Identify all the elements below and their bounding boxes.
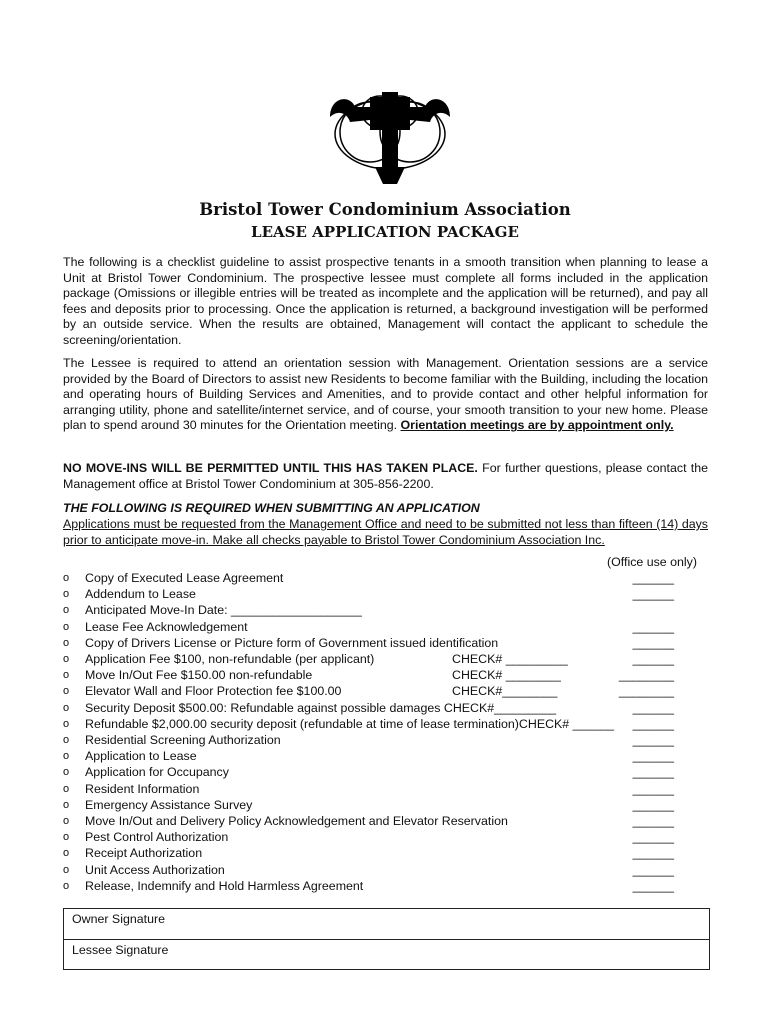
check-number-field[interactable]: CHECK#________ (452, 684, 558, 699)
checklist-item-label: Move In/Out and Delivery Policy Acknowledgement and Elevator Reservation (85, 814, 508, 828)
checklist-item-label: Unit Access Authorization (85, 862, 225, 877)
office-use-field[interactable]: ______ (632, 862, 674, 877)
bullet-icon: o (63, 863, 70, 876)
checklist-item (63, 570, 708, 586)
checklist-item-label: Emergency Assistance Survey (85, 797, 253, 812)
checklist-item (63, 781, 708, 797)
checklist-item-label: Application for Occupancy (85, 765, 229, 780)
bullet-icon: o (63, 620, 70, 633)
checklist-item-label: Pest Control Authorization (85, 830, 229, 845)
checklist-item (63, 716, 708, 732)
office-use-field[interactable]: ______ (632, 830, 674, 845)
checklist-item (63, 829, 708, 845)
bullet-icon: o (63, 636, 70, 649)
movein-warning: NO MOVE-INS WILL BE PERMITTED UNTIL THIS HAS TAKEN PLACE. (63, 461, 478, 475)
office-use-field[interactable]: ______ (632, 878, 674, 893)
office-use-field[interactable]: ______ (632, 587, 674, 602)
office-use-field[interactable]: ______ (632, 635, 674, 650)
office-use-field[interactable]: ______ (632, 749, 674, 764)
checklist-item-label: Elevator Wall and Floor Protection fee $100.00 (85, 684, 342, 699)
checklist-item-label: Application Fee $100, non-refundable (per applicant) (85, 652, 375, 666)
checklist-item (63, 813, 708, 829)
checklist-item (63, 602, 708, 618)
checklist-item (63, 878, 708, 894)
bullet-icon: o (63, 572, 70, 584)
office-use-field[interactable]: ______ (632, 797, 674, 812)
checklist-item-label: Anticipated Move-In Date: ___________________ (85, 603, 362, 618)
intro-paragraph: The following is a checklist guideline to assist prospective tenants in a smooth transition when planning to lease a Unit at Bristol Tower Condominium. The prospective lessee must complete all forms included in the application package (Omissions or illegible entries will be treated as incomplete and the application will be returned), and pay all fees and deposits prior to processing. Once the application is returned, a background investigation will be performed by an outside service. When the results are obtained, Management will contact the applicant to schedule the screening/orientation. (63, 255, 708, 347)
checklist-item-label: Release, Indemnify and Hold Harmless Agreement (85, 878, 364, 893)
checklist-item (63, 732, 708, 748)
checklist-item-label: Resident Information (85, 781, 200, 796)
bullet-icon: o (63, 734, 70, 746)
bullet-icon: o (63, 831, 70, 844)
checklist-item (63, 764, 708, 780)
bullet-icon: o (63, 782, 70, 795)
owner-signature-field[interactable]: Owner Signature (64, 909, 709, 940)
bullet-icon: o (63, 766, 70, 779)
bullet-icon: o (63, 717, 70, 730)
checklist-item-label: Application to Lease (85, 749, 197, 764)
check-number-field[interactable]: CHECK# _________ (452, 652, 568, 666)
signature-box (63, 908, 710, 970)
bullet-icon: o (63, 815, 70, 827)
office-use-field[interactable]: ______ (632, 571, 674, 585)
checklist-item-label: Lease Fee Acknowledgement (85, 619, 248, 634)
office-use-field[interactable]: ________ (618, 668, 674, 683)
bullet-icon: o (63, 604, 70, 617)
checklist-item-label: Move In/Out Fee $150.00 non-refundable (85, 668, 313, 683)
checklist-item-label: Refundable $2,000.00 security deposit (refundable at time of lease termination)CHECK# ______ (85, 716, 614, 731)
required-heading: THE FOLLOWING IS REQUIRED WHEN SUBMITTING AN APPLICATION (63, 501, 480, 515)
bullet-icon: o (63, 701, 70, 714)
office-use-field[interactable]: ______ (632, 619, 674, 634)
checklist-item (63, 862, 708, 878)
checklist-item (63, 700, 708, 716)
checklist-item (63, 683, 708, 699)
checklist-item (63, 748, 708, 764)
association-title: Bristol Tower Condominium Association (199, 200, 571, 219)
bullet-icon: o (63, 798, 70, 811)
required-note: Applications must be requested from the Management Office and need to be submitted not less than fifteen (14) days prior to anticipate move-in. Make all checks payable to Bristol Tower Condominium Association Inc. (63, 517, 708, 547)
office-use-field[interactable]: ________ (618, 684, 674, 699)
orientation-appointment-note: Orientation meetings are by appointment only. (400, 418, 674, 433)
checklist-item (63, 651, 708, 667)
office-use-field[interactable]: ______ (632, 846, 674, 861)
checklist-item (63, 797, 708, 813)
checklist-item-label: Addendum to Lease (85, 587, 196, 602)
movein-paragraph (63, 461, 708, 492)
office-use-field[interactable]: ______ (632, 733, 674, 747)
office-use-field[interactable]: ______ (632, 781, 674, 796)
checklist-item-label: Residential Screening Authorization (85, 733, 281, 747)
lessee-signature-field[interactable]: Lessee Signature (72, 943, 169, 957)
office-use-field[interactable]: ______ (632, 700, 674, 715)
checklist-item (63, 667, 708, 683)
package-title: LEASE APPLICATION PACKAGE (251, 223, 519, 241)
checklist-item (63, 845, 708, 861)
checklist-item (63, 635, 708, 651)
orientation-text: The Lessee is required to attend an orientation session with Management. Orientation sessions are a service provided by the Board of Directors to assist new Residents to become familiar with the Building, including the location and operating hours of Building Services and Amenities, and to provide contact and other helpful information for arranging utility, phone and satellite/internet service, and of course, your smooth transition to your new home. Please plan to spend around 30 minutes for the Orientation meeting. (63, 356, 708, 433)
checklist-item-label: Security Deposit $500.00: Refundable against possible damages CHECK#_________ (85, 700, 557, 715)
office-use-field[interactable]: ______ (632, 716, 674, 731)
checklist-item-label: Copy of Executed Lease Agreement (85, 571, 284, 585)
bullet-icon: o (63, 653, 70, 665)
bullet-icon: o (63, 588, 70, 601)
office-use-field[interactable]: ______ (632, 814, 674, 828)
bullet-icon: o (63, 669, 70, 682)
movein-contact: For further questions, please contact the Management office at Bristol Tower Condominium at 305-856-2200. (63, 461, 708, 491)
orientation-paragraph (63, 356, 708, 434)
bullet-icon: o (63, 847, 70, 860)
check-number-field[interactable]: CHECK# ________ (452, 668, 561, 683)
btc-monogram-logo (325, 72, 455, 187)
office-use-field[interactable]: ______ (632, 765, 674, 780)
office-use-label: (Office use only) (607, 555, 697, 569)
checklist-item-label: Receipt Authorization (85, 846, 203, 861)
bullet-icon: o (63, 685, 70, 698)
checklist-item (63, 586, 708, 602)
checklist-item (63, 619, 708, 635)
bullet-icon: o (63, 750, 70, 763)
checklist-item-label: Copy of Drivers License or Picture form of Government issued identification (85, 635, 499, 650)
office-use-field[interactable]: ______ (632, 652, 674, 666)
bullet-icon: o (63, 879, 70, 892)
